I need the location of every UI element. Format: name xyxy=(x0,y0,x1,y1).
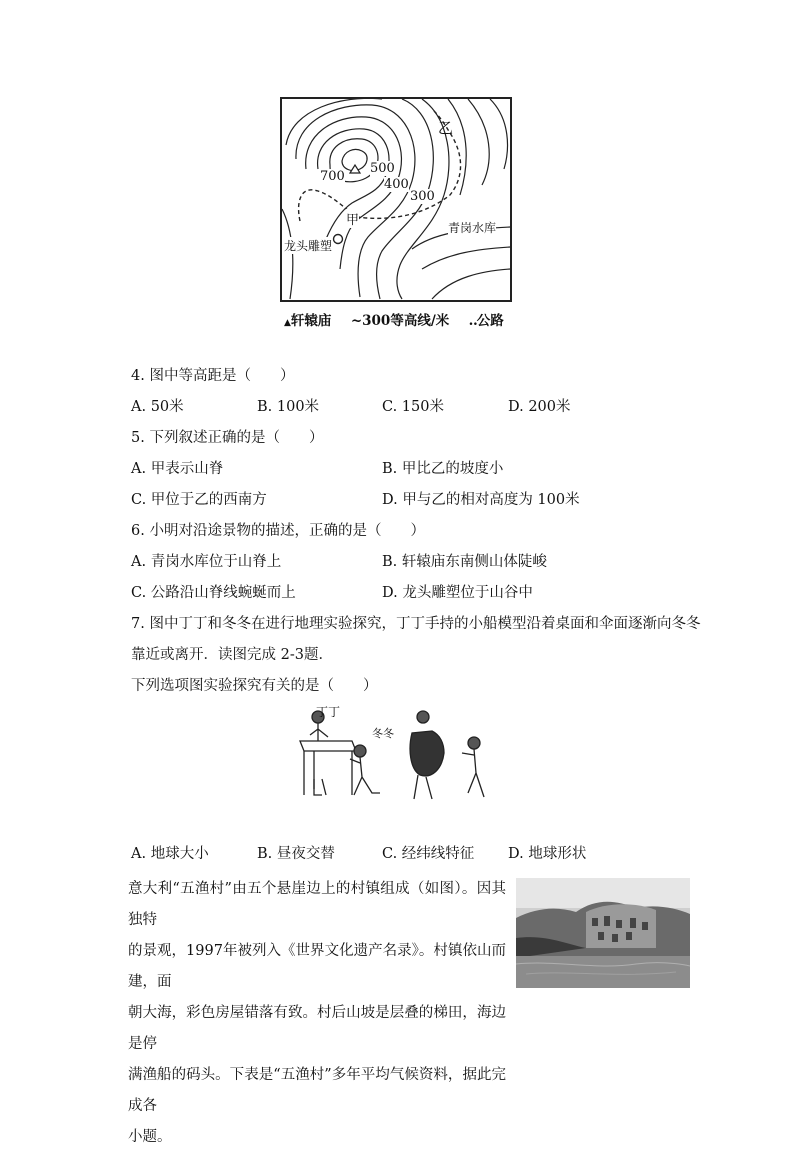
map-legend xyxy=(284,309,504,329)
legend-road: 公路 xyxy=(476,313,504,329)
question-6-stem: 6. 小明对沿途景物的描述，正确的是（ ） xyxy=(131,523,425,539)
q4-option-b: B. 100米 xyxy=(257,399,320,415)
label-yi: 乙 xyxy=(438,119,454,137)
cinque-terre-photo xyxy=(516,878,690,988)
label-dongdong: 冬冬 xyxy=(372,727,394,740)
label-statue: 龙头雕塑 xyxy=(284,239,333,253)
label-dingding: 丁丁 xyxy=(316,705,341,719)
question-5-stem: 5. 下列叙述正确的是（ ） xyxy=(131,430,324,446)
q6-option-c: C. 公路沿山脊线蜿蜒而上 xyxy=(131,585,296,601)
q6-option-b: B. 轩辕庙东南侧山体陡峻 xyxy=(382,554,547,570)
q5-option-c: C. 甲位于乙的西南方 xyxy=(131,492,267,508)
q5-option-d: D. 甲与乙的相对高度为 100米 xyxy=(382,492,580,508)
passage-line: 朝大海，彩色房屋错落有致。村后山坡是层叠的梯田，海边是停 xyxy=(128,1005,506,1052)
passage-line: 的景观，1997年被列入《世界文化遗产名录》。村镇依山而建，面 xyxy=(128,943,506,990)
q5-option-b: B. 甲比乙的坡度小 xyxy=(382,461,504,477)
temple-symbol-icon: ▲ xyxy=(284,318,291,328)
label-reservoir: 青岗水库 xyxy=(448,221,497,235)
q7-option-b: B. 昼夜交替 xyxy=(257,846,335,862)
label-contour-400: 400 xyxy=(384,177,409,192)
q4-option-d: D. 200米 xyxy=(508,399,571,415)
experiment-illustration xyxy=(292,703,492,805)
legend-temple: 轩辕庙 xyxy=(290,313,332,329)
question-7-stem-line3: 下列选项图实验探究有关的是（ ） xyxy=(131,678,378,694)
village-photo-image xyxy=(516,878,690,988)
question-7-stem-line2: 靠近或离开．读图完成 2-3题． xyxy=(131,647,333,663)
contour-lines-graphic xyxy=(282,99,510,300)
passage-line: 小题。 xyxy=(128,1129,172,1145)
q5-option-a: A. 甲表示山脊 xyxy=(131,461,224,477)
legend-contour: 300等高线/米 xyxy=(362,313,450,329)
contour-symbol-icon: ~ xyxy=(350,313,363,329)
contour-map xyxy=(280,97,512,302)
question-4-stem: 4. 图中等高距是（ ） xyxy=(131,368,295,384)
passage-line: 满渔船的码头。下表是“五渔村”多年平均气候资料，据此完成各 xyxy=(128,1067,506,1114)
q7-option-a: A. 地球大小 xyxy=(131,846,209,862)
label-jia: 甲 xyxy=(346,209,359,228)
road-symbol-icon: ‥ xyxy=(468,313,477,329)
passage xyxy=(128,874,506,1153)
label-contour-300: 300 xyxy=(410,189,435,204)
passage-line: 意大利“五渔村”由五个悬崖边上的村镇组成（如图）。因其独特 xyxy=(128,881,506,928)
q6-option-d: D. 龙头雕塑位于山谷中 xyxy=(382,585,533,601)
q4-option-a: A. 50米 xyxy=(131,399,184,415)
q6-option-a: A. 青岗水库位于山脊上 xyxy=(131,554,282,570)
label-contour-500: 500 xyxy=(370,161,395,176)
label-contour-700: 700 xyxy=(320,169,345,184)
question-7-stem-line1: 7. 图中丁丁和冬冬在进行地理实验探究，丁丁手持的小船模型沿着桌面和伞面逐渐向冬冬 xyxy=(131,616,701,632)
q7-option-c: C. 经纬线特征 xyxy=(382,846,475,862)
q4-option-c: C. 150米 xyxy=(382,399,444,415)
q7-option-d: D. 地球形状 xyxy=(508,846,587,862)
